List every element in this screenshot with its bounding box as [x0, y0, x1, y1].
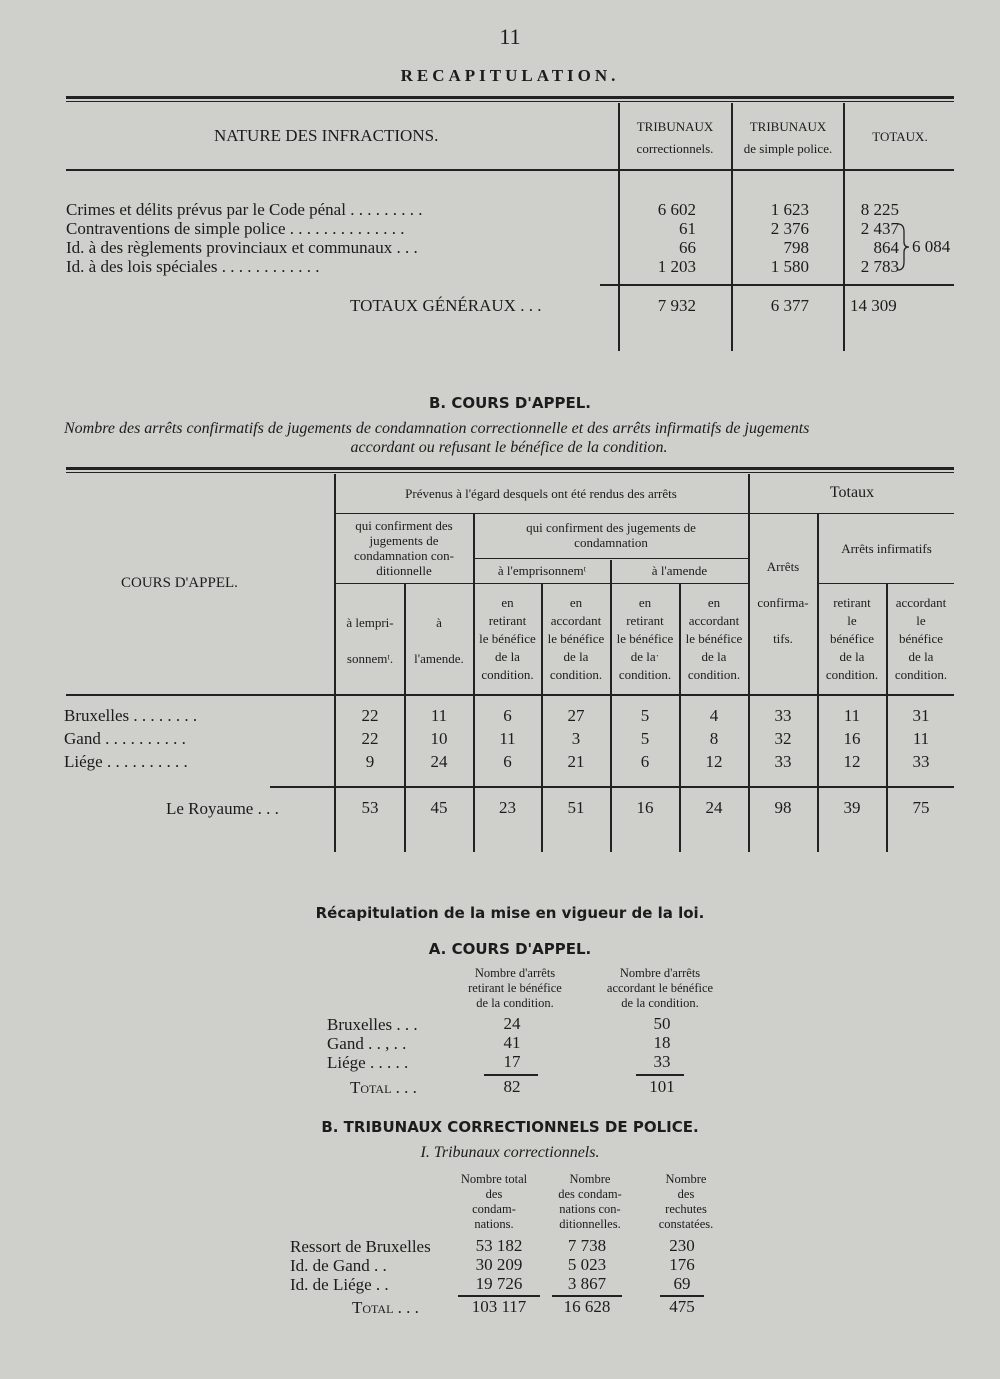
appel-cell: 24	[430, 752, 448, 771]
header-totaux: Totaux	[829, 484, 875, 501]
header-line: qui confirment des	[355, 518, 453, 533]
mise-a-row-name: Liége . . . . .	[327, 1053, 409, 1072]
header-line: en	[501, 595, 514, 610]
appel-cell: 11	[430, 706, 448, 725]
header-confirmatifs	[749, 594, 817, 648]
appel-cell: 16	[843, 729, 861, 748]
mise-b-cell: 230	[669, 1236, 695, 1255]
royaume-cell: 24	[705, 798, 723, 817]
appel-cell: 8	[709, 729, 719, 748]
appel-cell: 11	[843, 706, 861, 725]
appel-cell: 32	[774, 729, 792, 748]
recap-row-label: Contraventions de simple police . . . . . . . . . . . . . .	[66, 219, 405, 238]
header-arrets: Arrêts	[766, 559, 800, 574]
header-line: en	[569, 595, 583, 610]
brace-total: 6 084	[912, 237, 951, 256]
appel-cell: 12	[705, 752, 723, 771]
header-amende: à l'amende	[651, 563, 708, 578]
header-line: tifs.	[773, 631, 793, 646]
mise-a-title: A. COURS D'APPEL.	[428, 940, 592, 958]
header-line: de la	[908, 649, 934, 664]
header-line: TRIBUNAUX	[636, 119, 714, 134]
header-line: de simple police.	[743, 141, 833, 156]
header-infirmatifs: Arrêts infirmatifs	[841, 541, 932, 556]
appel-cell: 33	[912, 752, 930, 771]
recap-cell-correctionnels: 6 602	[657, 200, 696, 219]
header-amende-accordant	[680, 594, 748, 684]
header-jugements	[475, 520, 747, 550]
header-line: condition.	[481, 667, 534, 682]
mise-a-total-b: 101	[649, 1077, 675, 1096]
header-lamende	[405, 614, 473, 668]
mise-title: Récapitulation de la mise en vigueur de la loi.	[315, 904, 705, 922]
header-line: nations con-	[559, 1202, 621, 1216]
header-nature: NATURE DES INFRACTIONS.	[214, 126, 439, 145]
recap-cell-simple-police: 1 623	[770, 200, 809, 219]
mise-b-header-1	[444, 1172, 544, 1232]
mise-b-total-b: 16 628	[563, 1297, 611, 1316]
recap-cell-simple-police: 1 580	[770, 257, 809, 276]
header-line: des condam-	[558, 1187, 622, 1201]
header-tribunaux-correctionnels	[620, 118, 730, 158]
header-line: qui confirment des jugements de	[526, 520, 696, 535]
mise-a-header-1	[440, 966, 590, 1011]
rule	[66, 472, 954, 473]
mise-b-cell: 3 867	[567, 1274, 607, 1293]
header-line: de laˑ	[630, 649, 660, 664]
appel-cell: 5	[640, 706, 650, 725]
royaume-cell: 98	[774, 798, 792, 817]
header-line: accordant	[550, 613, 602, 628]
appel-cell: 6	[503, 752, 512, 771]
mise-b-row-name: Ressort de Bruxelles	[290, 1237, 431, 1256]
header-line: retirant le bénéfice	[468, 981, 562, 995]
header-line: retirant	[833, 595, 871, 610]
header-line: ditionnelle	[376, 563, 432, 578]
header-line: l'amende.	[414, 651, 464, 666]
header-line: de la condition.	[621, 996, 699, 1010]
appel-cell: 27	[567, 706, 585, 725]
header-line: des	[485, 1187, 503, 1201]
appel-subtitle: Nombre des arrêts confirmatifs de jugements de condamnation correctionnelle et des arrêts infirmatifs de jugements	[64, 420, 810, 437]
mise-a-total-label: Total . . .	[350, 1078, 417, 1097]
header-cond	[336, 518, 472, 578]
royaume-cell: 75	[912, 798, 930, 817]
header-line: sonnemᵗ.	[346, 651, 394, 666]
header-line: le bénéfice	[616, 631, 674, 646]
header-inf-retirant	[818, 594, 886, 684]
header-line: condition.	[687, 667, 741, 682]
appel-cell: 22	[361, 706, 379, 725]
mise-b-header-3	[636, 1172, 736, 1232]
mise-a-row-name: Bruxelles . . .	[327, 1015, 418, 1034]
royaume-cell: 16	[636, 798, 654, 817]
mise-b-cell: 19 726	[475, 1274, 523, 1293]
rule	[473, 558, 748, 559]
header-line: le	[916, 613, 926, 628]
recap-cell-total: 2 437	[860, 219, 899, 238]
header-line: ditionnelles.	[559, 1217, 621, 1231]
header-line: en	[707, 595, 721, 610]
appel-row-name: Liége . . . . . . . . . .	[64, 752, 188, 771]
header-line: condamnation	[574, 535, 648, 550]
royaume-cell: 51	[567, 798, 585, 817]
mise-a-cell: 41	[503, 1033, 521, 1052]
appel-cell: 5	[640, 729, 650, 748]
header-line: retirant	[626, 613, 664, 628]
appel-cell: 9	[365, 752, 375, 771]
mise-b-cell: 53 182	[475, 1236, 523, 1255]
header-line: en	[638, 595, 652, 610]
header-line: bénéfice	[829, 631, 875, 646]
header-line: Nombre d'arrêts	[474, 966, 556, 980]
header-line: à lempri-	[346, 615, 394, 630]
header-line: Nombre	[665, 1172, 707, 1186]
appel-row-name: Gand . . . . . . . . . .	[64, 729, 186, 748]
appel-cell: 4	[709, 706, 719, 725]
header-line: Nombre total	[460, 1172, 528, 1186]
header-lempri	[336, 614, 404, 668]
rule	[66, 96, 954, 99]
recap-cell-correctionnels: 1 203	[657, 257, 696, 276]
col-rule	[748, 474, 750, 852]
mise-b-title: B. TRIBUNAUX CORRECTIONNELS DE POLICE.	[321, 1118, 699, 1136]
appel-cell: 21	[567, 752, 585, 771]
appel-cell: 11	[912, 729, 930, 748]
header-line: constatées.	[658, 1217, 714, 1231]
royaume-label: Le Royaume . . .	[166, 799, 279, 818]
recap-cell-total: 8 225	[860, 200, 899, 219]
header-line: jugements de	[369, 533, 439, 548]
header-line: de la	[701, 649, 727, 664]
mise-b-row-name: Id. de Gand . .	[290, 1256, 387, 1275]
rule	[600, 284, 954, 286]
mise-b-cell: 69	[673, 1274, 691, 1293]
royaume-cell: 45	[430, 798, 448, 817]
mise-a-cell: 18	[653, 1033, 671, 1052]
totaux-generaux-label: TOTAUX GÉNÉRAUX . . .	[350, 296, 542, 315]
mise-b-row-name: Id. de Liége . .	[290, 1275, 389, 1294]
recap-title: RECAPITULATION.	[400, 66, 620, 85]
header-amende-retirant	[611, 594, 679, 684]
mise-b-cell: 7 738	[567, 1236, 607, 1255]
appel-cell: 3	[571, 729, 581, 748]
rule	[817, 583, 954, 584]
page-number: 11	[499, 24, 521, 49]
header-line: bénéfice	[898, 631, 944, 646]
header-prevenus: Prévenus à l'égard desquels ont été rendus des arrêts	[405, 486, 677, 501]
header-line: condamnation con-	[354, 548, 454, 563]
mise-b-total-a: 103 117	[471, 1297, 527, 1316]
header-line: Nombre d'arrêts	[619, 966, 701, 980]
mise-a-cell: 17	[503, 1052, 521, 1071]
header-line: des	[677, 1187, 695, 1201]
royaume-cell: 23	[499, 798, 516, 817]
mise-a-cell: 24	[503, 1014, 521, 1033]
header-cours: COURS D'APPEL.	[121, 575, 238, 591]
rule	[334, 513, 954, 514]
appel-cell: 12	[843, 752, 861, 771]
header-line: condition.	[894, 667, 948, 682]
header-line: condition.	[549, 667, 603, 682]
rule	[66, 467, 954, 470]
mise-b-cell: 30 209	[475, 1255, 523, 1274]
header-tribunaux-simple-police	[733, 118, 843, 158]
appel-cell: 33	[774, 706, 792, 725]
mise-b-cell: 176	[669, 1255, 695, 1274]
appel-cell: 11	[499, 729, 516, 748]
header-inf-accordant	[887, 594, 955, 684]
appel-row-name: Bruxelles . . . . . . . .	[64, 706, 198, 725]
header-line: le bénéfice	[685, 631, 743, 646]
rule	[334, 583, 748, 584]
rule	[66, 101, 954, 102]
recap-row-label: Id. à des lois spéciales . . . . . . . . . . . .	[66, 257, 320, 276]
header-line: correctionnels.	[636, 141, 714, 156]
header-line: de la	[563, 649, 589, 664]
header-line: accordant	[895, 595, 947, 610]
brace-icon	[896, 222, 910, 272]
header-emp-accordant	[542, 594, 610, 684]
total-general: 14 309	[850, 296, 897, 315]
recap-cell-correctionnels: 66	[679, 238, 696, 257]
appel-subtitle-2: accordant ou refusant le bénéfice de la condition.	[350, 439, 668, 456]
mise-a-row-name: Gand . . , . .	[327, 1034, 407, 1053]
header-line: retirant	[488, 613, 527, 628]
appel-cell: 22	[361, 729, 379, 748]
header-line: TRIBUNAUX	[749, 119, 827, 134]
rule	[484, 1074, 538, 1076]
appel-cell: 6	[503, 706, 512, 725]
appel-title: B. COURS D'APPEL.	[428, 394, 591, 412]
header-line: de la	[495, 649, 520, 664]
royaume-cell: 39	[843, 798, 861, 817]
mise-b-header-2	[540, 1172, 640, 1232]
recap-cell-total: 2 783	[860, 257, 899, 276]
appel-cell: 33	[774, 752, 792, 771]
mise-b-subtitle: I. Tribunaux correctionnels.	[420, 1144, 600, 1161]
total-simple-police: 6 377	[770, 296, 809, 315]
header-line: condition.	[618, 667, 672, 682]
rule	[270, 786, 954, 788]
mise-b-total-label: Total . . .	[352, 1298, 419, 1317]
header-line: accordant	[688, 613, 740, 628]
mise-b-cell: 5 023	[567, 1255, 607, 1274]
total-correctionnels: 7 932	[657, 296, 696, 315]
header-line: de la condition.	[476, 996, 554, 1010]
rule	[66, 694, 954, 696]
header-totaux: TOTAUX.	[872, 129, 928, 144]
header-line: Nombre	[569, 1172, 611, 1186]
header-line: le bénéfice	[547, 631, 605, 646]
mise-a-header-2	[585, 966, 735, 1011]
header-line: condam-	[472, 1202, 516, 1216]
header-emp-retirant	[474, 594, 541, 684]
recap-cell-correctionnels: 61	[679, 219, 696, 238]
royaume-cell: 53	[361, 798, 379, 817]
mise-b-total-c: 475	[669, 1297, 695, 1316]
mise-a-total-a: 82	[503, 1077, 521, 1096]
recap-row-label: Id. à des règlements provinciaux et communaux . . .	[66, 238, 418, 257]
header-line: de la	[839, 649, 865, 664]
appel-cell: 31	[912, 706, 930, 725]
rule	[66, 169, 954, 171]
header-line: accordant le bénéfice	[606, 981, 714, 995]
header-line: le	[847, 613, 857, 628]
mise-a-cell: 33	[653, 1052, 671, 1071]
header-line: le bénéfice	[479, 631, 536, 646]
header-line: rechutes	[665, 1202, 707, 1216]
mise-a-cell: 50	[653, 1014, 671, 1033]
recap-cell-simple-police: 798	[783, 238, 809, 257]
recap-row-label: Crimes et délits prévus par le Code pénal . . . . . . . . .	[66, 200, 423, 219]
header-line: nations.	[474, 1217, 514, 1231]
header-emprisonnement: à l'emprisonnemᵗ	[497, 563, 587, 578]
appel-cell: 6	[640, 752, 650, 771]
recap-cell-simple-police: 2 376	[770, 219, 809, 238]
header-line: à	[436, 615, 442, 630]
appel-cell: 10	[430, 729, 448, 748]
recap-cell-total: 864	[873, 238, 899, 257]
header-line: confirma-	[757, 595, 809, 610]
header-line: condition.	[825, 667, 879, 682]
rule	[636, 1074, 684, 1076]
